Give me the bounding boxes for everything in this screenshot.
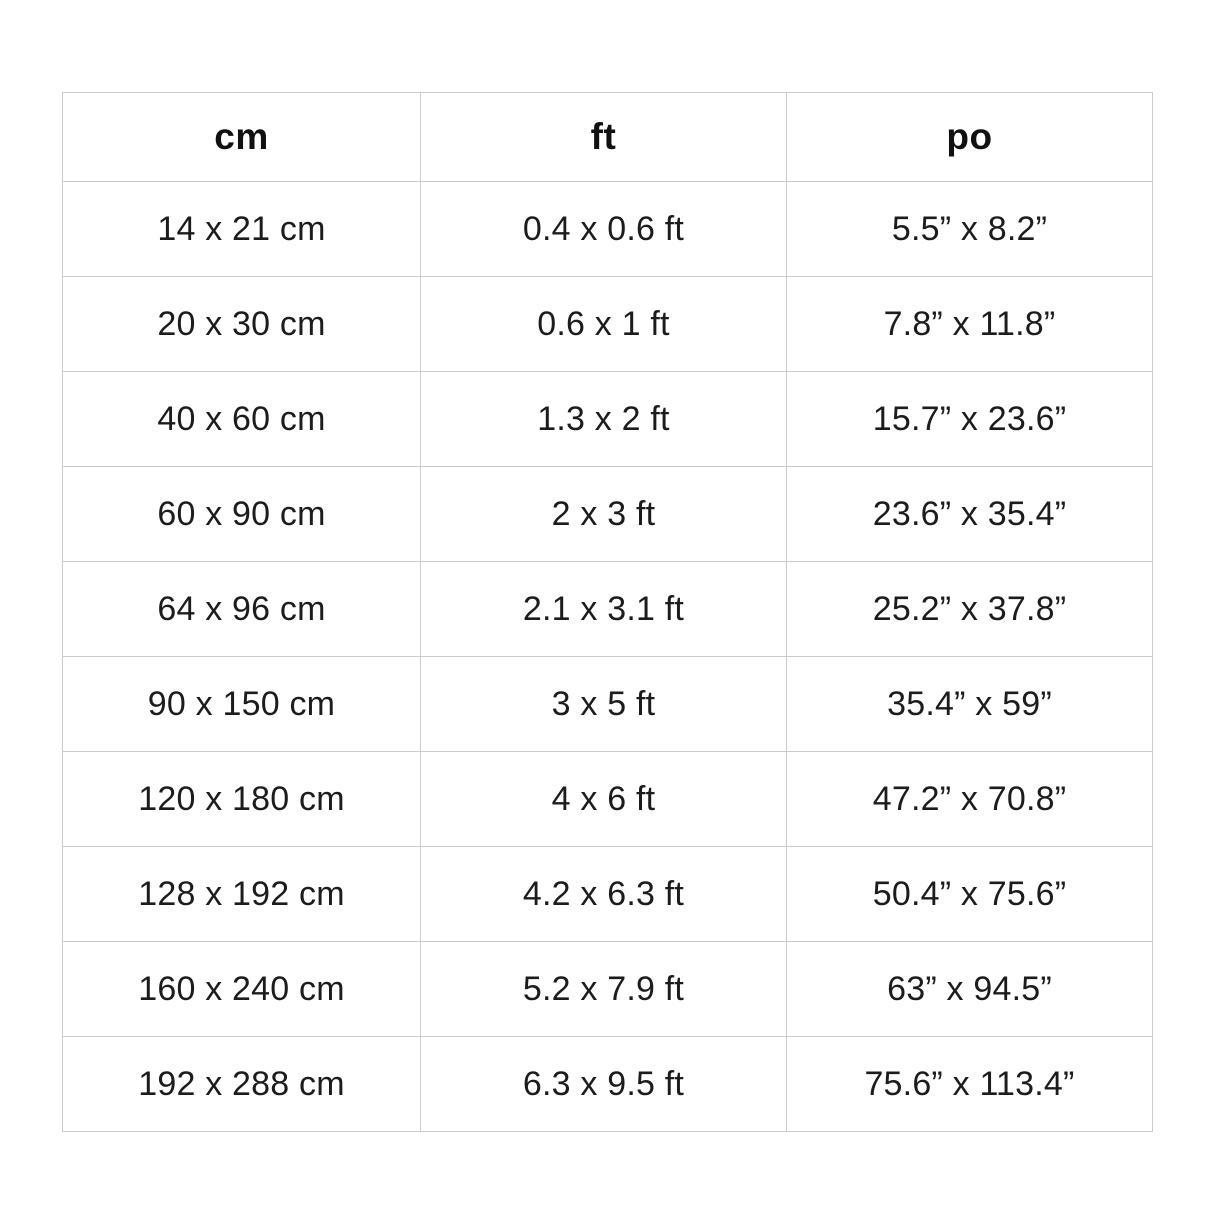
table-row (63, 657, 1153, 752)
cell-ft: 3 x 5 ft (421, 657, 787, 752)
cell-ft: 4.2 x 6.3 ft (421, 847, 787, 942)
column-header-cm: cm (63, 93, 421, 182)
size-conversion-table-container (62, 92, 1152, 1132)
size-conversion-table (62, 92, 1153, 1132)
table-row (63, 277, 1153, 372)
table-row (63, 752, 1153, 847)
cell-cm: 20 x 30 cm (63, 277, 421, 372)
table-body (63, 182, 1153, 1132)
column-header-ft: ft (421, 93, 787, 182)
table-row (63, 1037, 1153, 1132)
cell-cm: 64 x 96 cm (63, 562, 421, 657)
cell-ft: 4 x 6 ft (421, 752, 787, 847)
cell-po: 35.4” x 59” (787, 657, 1153, 752)
cell-cm: 160 x 240 cm (63, 942, 421, 1037)
table-row (63, 942, 1153, 1037)
table-row (63, 562, 1153, 657)
cell-ft: 1.3 x 2 ft (421, 372, 787, 467)
cell-po: 75.6” x 113.4” (787, 1037, 1153, 1132)
cell-po: 50.4” x 75.6” (787, 847, 1153, 942)
column-header-po: po (787, 93, 1153, 182)
table-row (63, 182, 1153, 277)
cell-po: 15.7” x 23.6” (787, 372, 1153, 467)
table-header-row (63, 93, 1153, 182)
cell-po: 25.2” x 37.8” (787, 562, 1153, 657)
cell-ft: 0.4 x 0.6 ft (421, 182, 787, 277)
cell-po: 47.2” x 70.8” (787, 752, 1153, 847)
cell-cm: 90 x 150 cm (63, 657, 421, 752)
cell-ft: 6.3 x 9.5 ft (421, 1037, 787, 1132)
cell-ft: 2 x 3 ft (421, 467, 787, 562)
cell-ft: 5.2 x 7.9 ft (421, 942, 787, 1037)
cell-po: 63” x 94.5” (787, 942, 1153, 1037)
cell-cm: 40 x 60 cm (63, 372, 421, 467)
cell-po: 5.5” x 8.2” (787, 182, 1153, 277)
cell-po: 7.8” x 11.8” (787, 277, 1153, 372)
cell-cm: 14 x 21 cm (63, 182, 421, 277)
cell-cm: 128 x 192 cm (63, 847, 421, 942)
cell-cm: 120 x 180 cm (63, 752, 421, 847)
table-row (63, 372, 1153, 467)
cell-po: 23.6” x 35.4” (787, 467, 1153, 562)
cell-cm: 192 x 288 cm (63, 1037, 421, 1132)
table-row (63, 847, 1153, 942)
cell-cm: 60 x 90 cm (63, 467, 421, 562)
cell-ft: 2.1 x 3.1 ft (421, 562, 787, 657)
cell-ft: 0.6 x 1 ft (421, 277, 787, 372)
table-row (63, 467, 1153, 562)
table-header (63, 93, 1153, 182)
